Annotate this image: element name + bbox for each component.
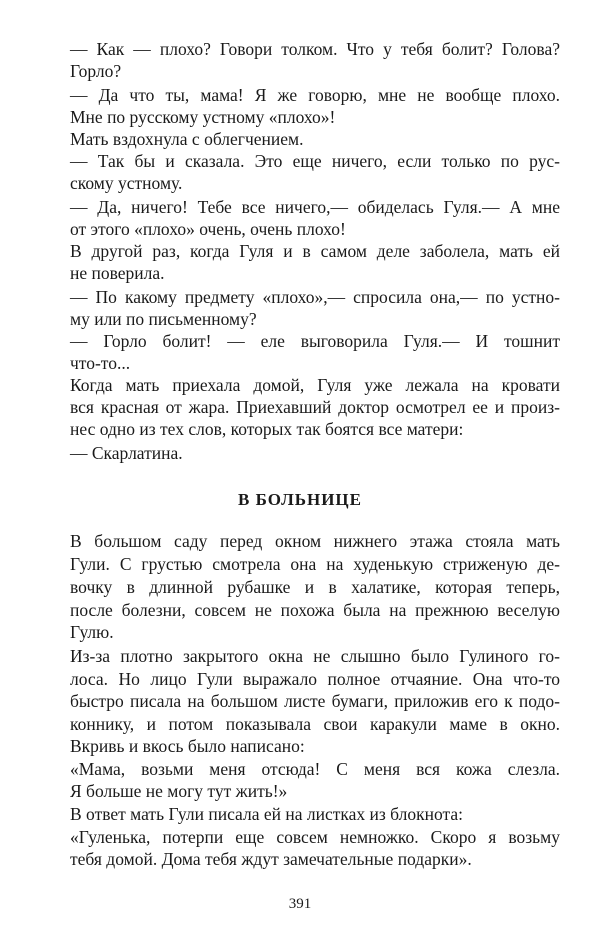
text-line: — Скарлатина. — [70, 443, 183, 463]
text-line: му или по письменному? — [70, 309, 257, 329]
text-line: Горло? — [70, 61, 122, 81]
text-line: Вкривь и вкось было написано: — [70, 736, 305, 756]
page-number: 391 — [288, 896, 312, 912]
text-line: после болезни, совсем не похожа была на прежнюю веселую — [70, 600, 560, 620]
text-line: «Гуленька, потерпи еще совсем немножко. Скоро я возьму — [70, 827, 560, 847]
text-line: Я больше не могу тут жить!» — [70, 781, 288, 801]
text-line: В другой раз, когда Гуля и в самом деле заболела, мать ей — [70, 241, 560, 261]
text-line: Гули. С грустью смотрела она на худенькую стриженую де- — [70, 554, 560, 574]
text-line: — Горло болит! — еле выговорила Гуля.— И тошнит — [70, 331, 560, 351]
text-line: В большом саду перед окном нижнего этажа стояла мать — [70, 531, 560, 551]
text-line: «Мама, возьми меня отсюда! С меня вся кожа слезла. — [70, 759, 560, 779]
text-line: — Как — плохо? Говори толком. Что у тебя болит? Голова? — [70, 39, 560, 59]
text-line: В ответ мать Гули писала ей на листках из блокнота: — [70, 804, 463, 824]
text-line: тебя домой. Дома тебя ждут замечательные подарки». — [70, 849, 472, 869]
text-line: вся красная от жара. Приехавший доктор осмотрел ее и произ- — [70, 397, 560, 417]
text-line: Мне по русскому устному «плохо»! — [70, 107, 336, 127]
text-line: Когда мать приехала домой, Гуля уже лежала на кровати — [70, 375, 560, 395]
text-line: лоса. Но лицо Гули выражало полное отчаяние. Она что-то — [70, 669, 560, 689]
text-line: вочку в длинной рубашке и в халатике, которая теперь, — [70, 577, 560, 597]
text-line: скому устному. — [70, 173, 183, 193]
text-line: Гулю. — [70, 622, 114, 642]
text-line: нес одно из тех слов, которых так боятся все матери: — [70, 419, 464, 439]
text-line: — Так бы и сказала. Это еще ничего, если только по рус- — [70, 151, 560, 171]
text-line: от этого «плохо» очень, очень плохо! — [70, 219, 346, 239]
text-line: — Да что ты, мама! Я же говорю, мне не вообще плохо. — [70, 85, 560, 105]
text-line: быстро писала на большом листе бумаги, приложив его к подо- — [70, 691, 560, 711]
text-line: Из-за плотно закрытого окна не слышно было Гулиного го- — [70, 646, 560, 666]
text-line: не поверила. — [70, 263, 165, 283]
text-line: что-то... — [70, 353, 131, 373]
section-heading: В БОЛЬНИЦЕ — [237, 490, 362, 509]
text-line: — Да, ничего! Тебе все ничего,— обиделась Гуля.— А мне — [70, 197, 560, 217]
text-line: — По какому предмету «плохо»,— спросила она,— по устно- — [70, 287, 560, 307]
text-line: Мать вздохнула с облегчением. — [70, 129, 304, 149]
text-line: коннику, и потом показывала свои каракули маме в окно. — [70, 714, 560, 734]
